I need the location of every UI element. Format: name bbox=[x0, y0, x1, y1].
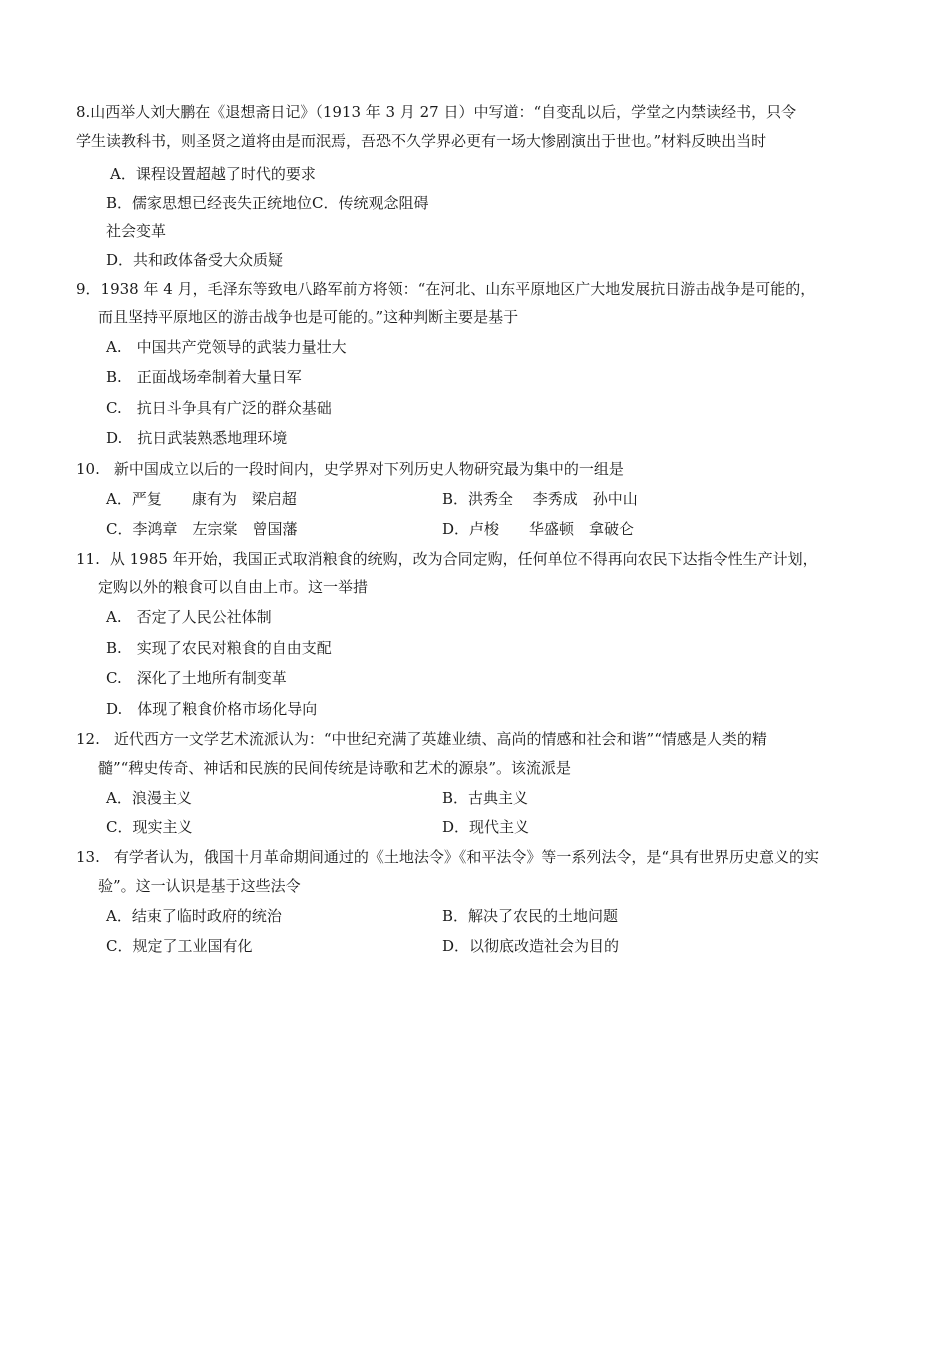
q13-option-a: A．结束了临时政府的统治 bbox=[106, 907, 282, 925]
q8-option-c-cont: 社会变革 bbox=[106, 222, 167, 240]
q8-stem-line-1: 8.山西举人刘大鹏在《退想斋日记》（1913 年 3 月 27 日）中写道：“自变乱以后，学堂之内禁读经书，只令 bbox=[76, 103, 797, 121]
q11-option-a-text: 否定了人民公社体制 bbox=[136, 608, 272, 626]
q10-stem-text: 新中国成立以后的一段时间内，史学界对下列历史人物研究最为集中的一组是 bbox=[113, 460, 624, 478]
q11-option-d bbox=[106, 699, 317, 719]
q11-stem-text-1: 从 1985 年开始，我国正式取消粮食的统购，改为合同定购，任何单位不得再向农民下达指令性生产计划， bbox=[109, 550, 818, 568]
q8-option-bc: B．儒家思想已经丧失正统地位C．传统观念阻碍 bbox=[106, 194, 429, 212]
q10-option-d: D．卢梭 华盛顿 拿破仑 bbox=[442, 520, 635, 538]
q9-stem-line-1: 9．1938 年 4 月，毛泽东等致电八路军前方将领：“在河北、山东平原地区广大地发展抗日游击战争是可能的， bbox=[76, 280, 816, 298]
q11-option-b-letter: B. bbox=[106, 639, 122, 657]
q11-stem-line-2: 定购以外的粮食可以自由上市。这一举措 bbox=[98, 578, 369, 596]
q11-option-b bbox=[106, 638, 332, 658]
q11-option-b-text: 实现了农民对粮食的自由支配 bbox=[136, 639, 332, 657]
q13-stem-line-2: 验”。这一认识是基于这些法令 bbox=[98, 877, 301, 895]
q11-option-d-letter: D. bbox=[106, 700, 123, 718]
q8-option-a: A．课程设置超越了时代的要求 bbox=[110, 165, 316, 183]
q8-option-d: D．共和政体备受大众质疑 bbox=[106, 251, 284, 269]
q8-stem-line-2: 学生读教科书，则圣贤之道将由是而泯焉，吾恐不久学界必更有一场大惨剧演出于世也。”材料反映出当时 bbox=[76, 132, 767, 150]
q11-number: 11. bbox=[76, 550, 100, 568]
q10-option-b: B．洪秀全 李秀成 孙中山 bbox=[442, 490, 638, 508]
q13-number: 13. bbox=[76, 848, 100, 866]
q11-option-c bbox=[106, 668, 287, 688]
q9-option-c-letter: C. bbox=[106, 399, 122, 417]
q12-stem-line-2: 髓”“稗史传奇、神话和民族的民间传统是诗歌和艺术的源泉”。该流派是 bbox=[98, 759, 572, 777]
q9-option-b-letter: B. bbox=[106, 368, 122, 386]
q9-option-b bbox=[106, 367, 302, 387]
q12-option-a: A．浪漫主义 bbox=[106, 789, 192, 807]
q10-option-a: A．严复 康有为 梁启超 bbox=[106, 490, 297, 508]
q10-number: 10. bbox=[76, 460, 100, 478]
q9-option-b-text: 正面战场牵制着大量日军 bbox=[136, 368, 302, 386]
q9-option-c-text: 抗日斗争具有广泛的群众基础 bbox=[136, 399, 332, 417]
q9-option-a-text: 中国共产党领导的武装力量壮大 bbox=[136, 338, 347, 356]
q13-option-b: B．解决了农民的土地问题 bbox=[442, 907, 619, 925]
q10-stem bbox=[76, 459, 624, 479]
q9-option-a bbox=[106, 337, 347, 357]
q9-option-c bbox=[106, 398, 332, 418]
q12-number: 12. bbox=[76, 730, 100, 748]
q9-option-d-letter: D. bbox=[106, 429, 123, 447]
q9-option-a-letter: A. bbox=[106, 338, 122, 356]
q11-option-c-text: 深化了土地所有制变革 bbox=[136, 669, 287, 687]
q11-option-a-letter: A. bbox=[106, 608, 122, 626]
q12-stem-text-1: 近代西方一文学艺术流派认为：“中世纪充满了英雄业绩、高尚的情感和社会和谐”“情感是人类的精 bbox=[113, 730, 767, 748]
q12-option-c: C．现实主义 bbox=[106, 818, 193, 836]
q9-option-d bbox=[106, 428, 287, 448]
q13-stem-line-1 bbox=[76, 847, 819, 867]
q9-stem-line-2: 而且坚持平原地区的游击战争也是可能的。”这种判断主要是基于 bbox=[98, 308, 519, 326]
q11-option-a bbox=[106, 607, 272, 627]
q11-stem-line-1 bbox=[76, 549, 818, 569]
q10-option-c: C．李鸿章 左宗棠 曾国藩 bbox=[106, 520, 298, 538]
q13-option-d: D．以彻底改造社会为目的 bbox=[442, 937, 620, 955]
q12-option-d: D．现代主义 bbox=[442, 818, 530, 836]
q13-option-c: C．规定了工业国有化 bbox=[106, 937, 253, 955]
q9-option-d-text: 抗日武装熟悉地理环境 bbox=[137, 429, 288, 447]
q11-option-c-letter: C. bbox=[106, 669, 122, 687]
q11-option-d-text: 体现了粮食价格市场化导向 bbox=[137, 700, 318, 718]
q12-option-b: B．古典主义 bbox=[442, 789, 529, 807]
q13-stem-text-1: 有学者认为，俄国十月革命期间通过的《土地法令》《和平法令》等一系列法令，是“具有世界历史意义的实 bbox=[113, 848, 820, 866]
q12-stem-line-1 bbox=[76, 729, 767, 749]
